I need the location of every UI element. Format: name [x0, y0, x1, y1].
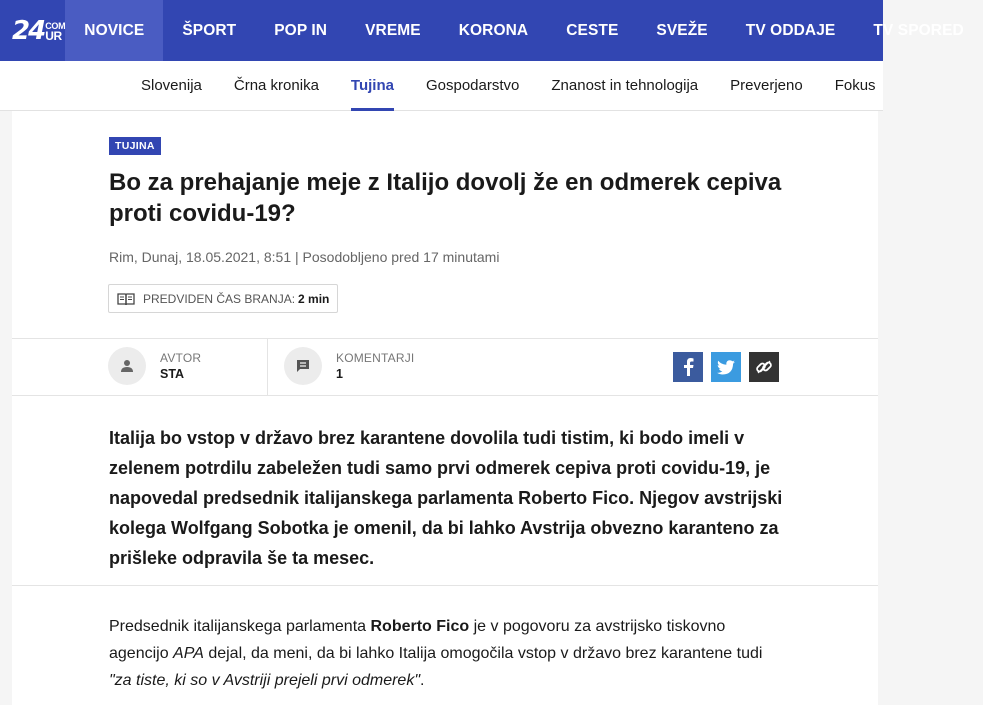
divider	[12, 585, 878, 586]
article-body-paragraph	[109, 613, 789, 694]
nav-item-tv-oddaje[interactable]: TV ODDAJE	[745, 21, 836, 39]
facebook-share-button[interactable]	[673, 352, 703, 382]
body-text: Predsednik italijanskega parlamenta	[109, 618, 371, 635]
subnav-item-gospodarstvo[interactable]: Gospodarstvo	[425, 77, 520, 94]
nav-item-novice[interactable]: NOVICE	[65, 0, 163, 61]
body-italic-apa: APA	[173, 645, 204, 662]
logo-number: 24	[12, 15, 45, 46]
comments-count: 1	[336, 367, 343, 381]
author-name[interactable]: STA	[160, 367, 185, 381]
nav-item-korona[interactable]: KORONA	[458, 21, 529, 39]
read-time-box	[108, 284, 338, 313]
comments-block[interactable]	[284, 347, 414, 385]
article-title: Bo za prehajanje meje z Italijo dovolj že en odmerek cepiva proti covidu-19?	[109, 169, 782, 227]
author-label: AVTOR	[160, 351, 202, 365]
divider	[12, 338, 878, 339]
read-time-value: 2 min	[298, 291, 330, 306]
twitter-icon	[717, 360, 735, 375]
nav-item-vreme[interactable]: VREME	[365, 21, 421, 39]
user-icon	[108, 347, 146, 385]
subnav-item-crna-kronika[interactable]: Črna kronika	[233, 77, 319, 94]
comment-icon	[284, 347, 322, 385]
subnav-item-znanost[interactable]: Znanost in tehnologija	[551, 77, 699, 94]
nav-item-sveze[interactable]: SVEŽE	[656, 21, 708, 39]
body-bold-name: Roberto Fico	[370, 618, 470, 635]
logo-top: COM	[45, 20, 66, 31]
logo[interactable]	[0, 0, 65, 61]
body-text: .	[420, 672, 425, 689]
vertical-divider	[267, 339, 268, 395]
category-badge[interactable]: TUJINA	[109, 137, 161, 155]
nav-item-ceste[interactable]: CESTE	[566, 21, 619, 39]
comments-label: KOMENTARJI	[336, 351, 415, 365]
logo-bottom: UR	[45, 28, 62, 43]
nav-item-sport[interactable]: ŠPORT	[182, 21, 237, 39]
facebook-icon	[682, 358, 694, 376]
sub-navigation	[0, 61, 883, 111]
body-quote: "za tiste, ki so v Avstriji prejeli prvi odmerek"	[109, 672, 421, 689]
copy-link-button[interactable]	[749, 352, 779, 382]
logo-text	[45, 21, 65, 41]
main-nav	[65, 0, 983, 61]
top-navigation	[0, 0, 964, 61]
article	[12, 111, 878, 705]
article-lead: Italija bo vstop v državo brez karantene dovolila tudi tistim, ki bodo imeli v zelenem potrdilu zabeležen tudi samo prvi odmerek cepiva proti covidu-19, je napovedal predsednik italijanskega parlamenta Roberto Fico. Njegov avstrijski kolega Wolfgang Sobotka je omenil, da bi lahko Avstrija obvezno karanteno za prišleke odpravila še ta mesec.	[109, 428, 783, 568]
twitter-share-button[interactable]	[711, 352, 741, 382]
author-block	[108, 347, 201, 385]
body-text: je v pogovoru za avstrijsko tiskovno agencijo	[109, 618, 726, 662]
subnav-item-slovenija[interactable]: Slovenija	[141, 77, 202, 94]
body-text: dejal, da meni, da bi lahko Italija omogočila vstop v državo brez karantene tudi	[203, 645, 763, 662]
link-icon	[755, 358, 773, 376]
nav-item-pop-in[interactable]: POP IN	[274, 21, 328, 39]
nav-item-tv-spored[interactable]: TV SPORED	[873, 21, 964, 39]
subnav-item-tujina[interactable]: Tujina	[351, 61, 394, 111]
article-meta: Rim, Dunaj, 18.05.2021, 8:51 | Posodobljeno pred 17 minutami	[109, 249, 500, 265]
divider	[12, 395, 878, 396]
read-time-label: PREDVIDEN ČAS BRANJA:	[143, 291, 296, 306]
subnav-item-preverjeno[interactable]: Preverjeno	[730, 77, 803, 94]
book-icon	[117, 292, 135, 306]
subnav-item-fokus[interactable]: Fokus	[834, 77, 876, 94]
